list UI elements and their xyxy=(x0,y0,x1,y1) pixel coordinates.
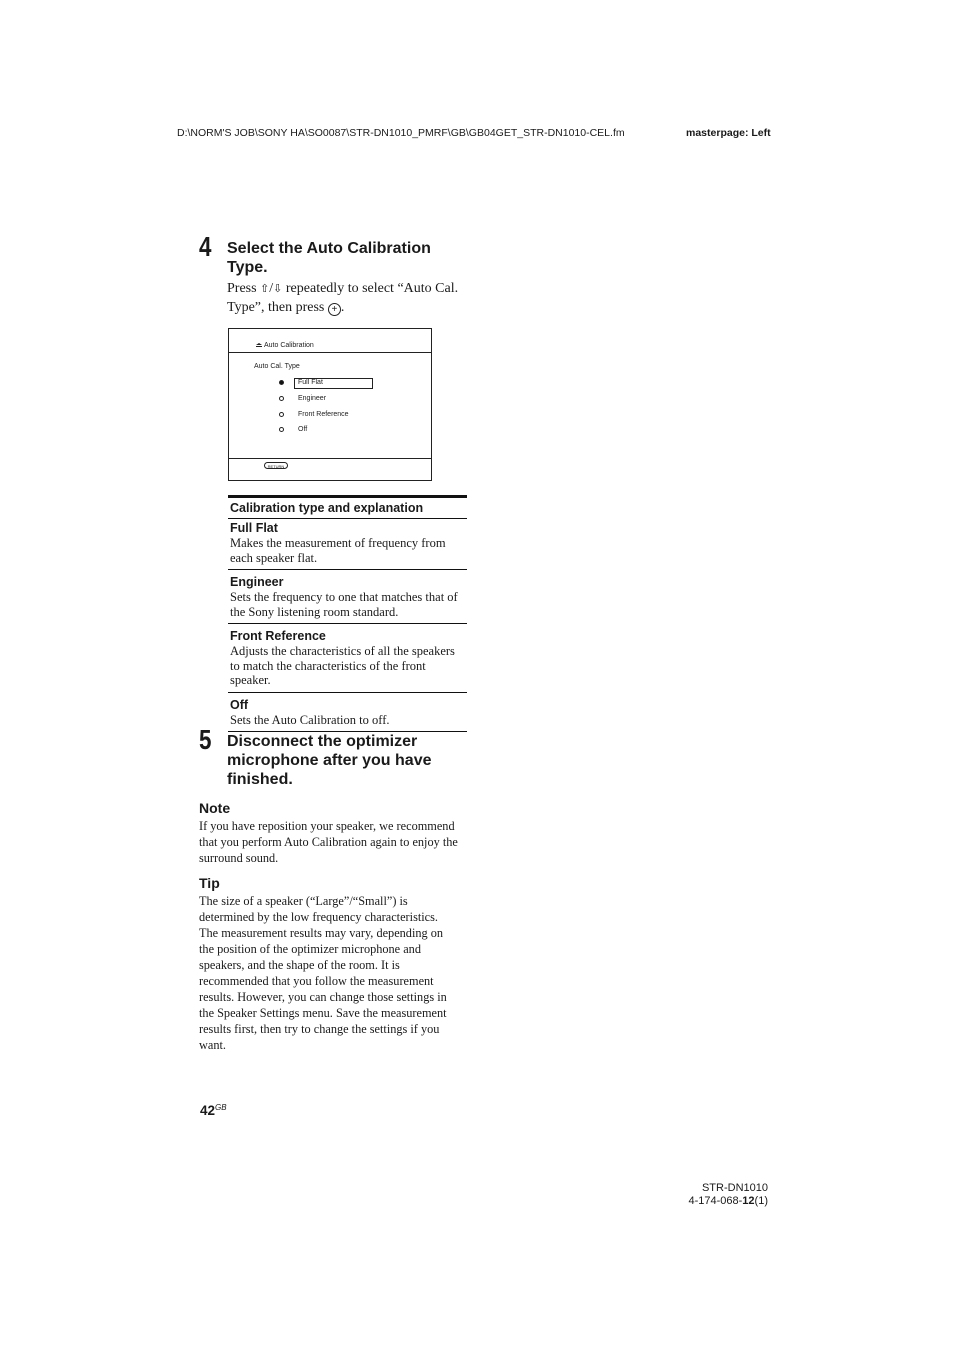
note-line: surround sound. xyxy=(199,851,279,865)
calibration-table-heading: Calibration type and explanation xyxy=(228,495,467,519)
note-heading: Note xyxy=(199,800,231,816)
arrow-up-icon: ⇧ xyxy=(260,283,270,295)
table-row xyxy=(228,627,467,693)
arrow-down-icon: ⇩ xyxy=(273,283,283,295)
page-number-suffix: GB xyxy=(215,1103,227,1112)
tip-line: determined by the low frequency characteristics. xyxy=(199,910,439,924)
step4-title-line1: Select the Auto Calibration xyxy=(227,240,431,257)
step5-title-line1: Disconnect the optimizer xyxy=(227,733,418,750)
tip-line: results first, then try to change the settings if you xyxy=(199,1022,440,1036)
enter-button-icon: + xyxy=(328,303,341,316)
calibration-desc-line: each speaker flat. xyxy=(230,550,318,565)
table-row xyxy=(228,573,467,624)
table-row xyxy=(228,519,467,570)
step5-title-line3: finished. xyxy=(227,771,293,788)
step4-instruction-line1: Press ⇧/⇩ repeatedly to select “Auto Cal. xyxy=(227,281,459,296)
option-front-reference: Front Reference xyxy=(298,411,349,418)
step-number-5: 5 xyxy=(199,724,212,755)
radio-empty-icon xyxy=(279,427,284,432)
footer-part-number: 4-174-068-12(1) xyxy=(688,1194,768,1207)
radio-empty-icon xyxy=(279,412,284,417)
step5-title xyxy=(227,732,432,789)
radio-selected-icon xyxy=(279,380,284,385)
step4-instruction-line2: Type”, then press + . xyxy=(227,299,345,315)
tip-text xyxy=(199,893,467,1053)
footer-code xyxy=(686,1182,768,1207)
step5-title-line2: microphone after you have xyxy=(227,752,432,769)
screen-divider xyxy=(229,352,431,353)
tip-line: want. xyxy=(199,1038,226,1052)
calibration-desc-line: Sets the Auto Calibration to off. xyxy=(230,712,390,727)
calibration-desc-line: the Sony listening room standard. xyxy=(230,604,399,619)
calibration-desc-line: Adjusts the characteristics of all the speakers xyxy=(230,644,455,658)
step-number-4: 4 xyxy=(199,231,212,262)
option-full-flat: Full Flat xyxy=(298,379,323,386)
calibration-term: Off xyxy=(230,697,249,712)
table-row xyxy=(228,696,467,733)
tip-line: speakers, and the shape of the room. It is xyxy=(199,958,400,972)
step4-title xyxy=(227,239,431,277)
calibration-desc-line: Makes the measurement of frequency from xyxy=(230,536,446,550)
auto-calibration-icon xyxy=(255,342,263,350)
tip-line: The measurement results may vary, depending on xyxy=(199,926,444,940)
calibration-term: Full Flat xyxy=(230,521,278,535)
note-text xyxy=(199,818,467,866)
calibration-desc-line: speaker. xyxy=(230,673,271,687)
calibration-desc-line: Sets the frequency to one that matches that of xyxy=(230,590,458,604)
calibration-term: Front Reference xyxy=(230,629,326,643)
option-engineer: Engineer xyxy=(298,395,327,402)
option-off: Off xyxy=(298,426,308,433)
step4-instruction xyxy=(227,280,477,317)
tip-line: The size of a speaker (“Large”/“Small”) is xyxy=(199,894,408,908)
calibration-term: Engineer xyxy=(230,575,284,589)
tip-line: the Speaker Settings menu. Save the measurement xyxy=(199,1006,447,1020)
page-number: $42^{GB}$ xyxy=(200,1103,227,1118)
tip-heading: Tip xyxy=(199,875,220,891)
step4-title-line2: Type. xyxy=(227,259,268,276)
footer-model: STR-DN1010 xyxy=(701,1182,768,1194)
auto-calibration-screen xyxy=(228,328,432,481)
tip-line: the position of the optimizer microphone and xyxy=(199,942,421,956)
screen-divider xyxy=(229,458,431,459)
note-line: If you have reposition your speaker, we recommend xyxy=(199,819,455,833)
calibration-desc-line: to match the characteristics of the front xyxy=(230,658,426,673)
screen-header: Auto Calibration xyxy=(264,342,314,349)
masterpage-label: masterpage: Left xyxy=(686,127,771,139)
tip-line: recommended that you follow the measurement xyxy=(199,974,434,988)
calibration-table xyxy=(228,495,467,735)
screen-label: Auto Cal. Type xyxy=(254,363,300,370)
tip-line: results. However, you can change those settings in xyxy=(199,990,447,1004)
file-path: D:\NORM'S JOB\SONY HA\SO0087\STR-DN1010_PMRF\GB\GB04GET_STR-DN1010-CEL.fm xyxy=(177,127,625,139)
radio-empty-icon xyxy=(279,396,284,401)
return-button-icon: RETURN xyxy=(264,462,288,469)
note-line: that you perform Auto Calibration again to enjoy the xyxy=(199,835,458,849)
